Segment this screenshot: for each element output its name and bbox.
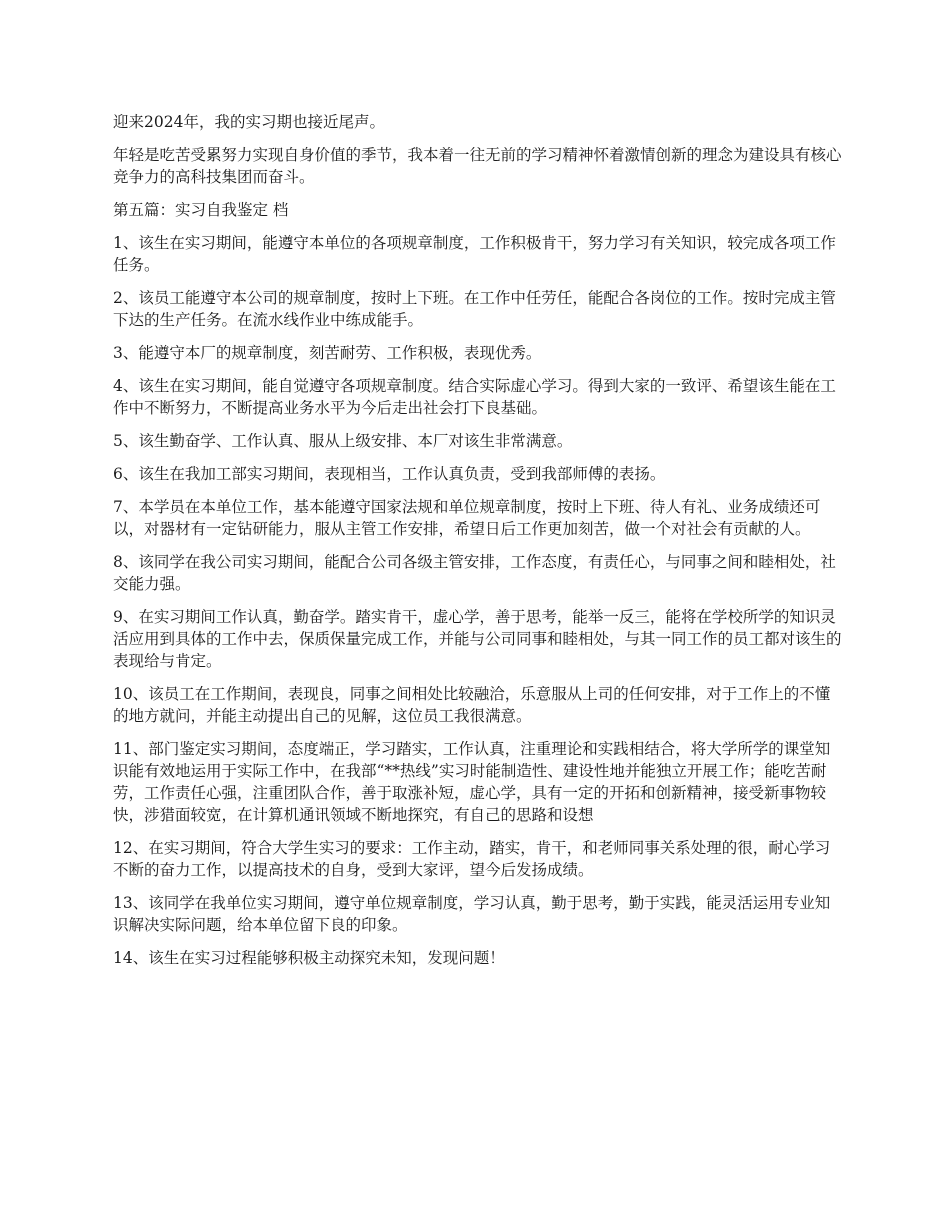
section-heading: 第五篇：实习自我鉴定 档: [113, 201, 289, 219]
document-body: [113, 111, 845, 980]
list-item-13: 13、该同学在我单位实习期间，遵守单位规章制度，学习认真，勤于思考，勤于实践，能灵活运用专业知识解决实际问题，给本单位留下良的印象。: [113, 894, 831, 934]
list-item-12: 12、在实习期间，符合大学生实习的要求：工作主动，踏实，肯干，和老师同事关系处理的很，耐心学习不断的奋力工作，以提高技术的自身，受到大家评，望今后发扬成绩。: [113, 839, 831, 879]
list-item-3: 3、能遵守本厂的规章制度，刻苦耐劳、工作积极，表现优秀。: [113, 344, 542, 362]
list-item-2: 2、该员工能遵守本公司的规章制度，按时上下班。在工作中任劳任，能配合各岗位的工作。按时完成主管下达的生产任务。在流水线作业中练成能手。: [113, 289, 836, 329]
list-item-8: 8、该同学在我公司实习期间，能配合公司各级主管安排，工作态度，有责任心，与同事之间和睦相处，社交能力强。: [113, 553, 836, 593]
list-item-11: 11、部门鉴定实习期间，态度端正，学习踏实，工作认真，注重理论和实践相结合，将大学所学的课堂知识能有效地运用于实际工作中，在我部“**热线”实习时能制造性、建设性地并能独立开展工作；能吃苦耐劳，工作责任心强，注重团队合作，善于取涨补短，虚心学，具有一定的开拓和创新精神，接受新事物较快，涉猎面较宽，在计算机通讯领域不断地探究，有自己的思路和设想: [113, 740, 831, 824]
list-item-10: 10、该员工在工作期间，表现良，同事之间相处比较融洽，乐意服从上司的任何安排，对于工作上的不懂的地方就问，并能主动提出自己的见解，这位员工我很满意。: [113, 685, 831, 725]
paragraph-youth: 年轻是吃苦受累努力实现自身价值的季节，我本着一往无前的学习精神怀着激情创新的理念为建设具有核心竞争力的高科技集团而奋斗。: [113, 146, 842, 186]
list-item-1: 1、该生在实习期间，能遵守本单位的各项规章制度，工作积极肯干，努力学习有关知识，较完成各项工作任务。: [113, 234, 836, 274]
list-item-14: 14、该生在实习过程能够积极主动探究未知，发现问题！: [113, 949, 505, 967]
list-item-5: 5、该生勤奋学、工作认真、服从上级安排、本厂对该生非常满意。: [113, 432, 573, 450]
list-item-6: 6、该生在我加工部实习期间，表现相当，工作认真负责，受到我部师傅的表扬。: [113, 465, 666, 483]
list-item-7: 7、本学员在本单位工作，基本能遵守国家法规和单位规章制度，按时上下班、待人有礼、业务成绩还可以，对器材有一定钻研能力，服从主管工作安排，希望日后工作更加刻苦，做一个对社会有贡献的人。: [113, 498, 821, 538]
list-item-9: 9、在实习期间工作认真，勤奋学。踏实肯干，虚心学，善于思考，能举一反三，能将在学校所学的知识灵活应用到具体的工作中去，保质保量完成工作，并能与公司同事和睦相处，与其一同工作的员工都对该生的表现给与肯定。: [113, 608, 842, 670]
list-item-4: 4、该生在实习期间，能自觉遵守各项规章制度。结合实际虚心学习。得到大家的一致评、希望该生能在工作中不断努力，不断提高业务水平为今后走出社会打下良基础。: [113, 377, 836, 417]
paragraph-intro-end: 迎来2024年，我的实习期也接近尾声。: [113, 113, 385, 131]
